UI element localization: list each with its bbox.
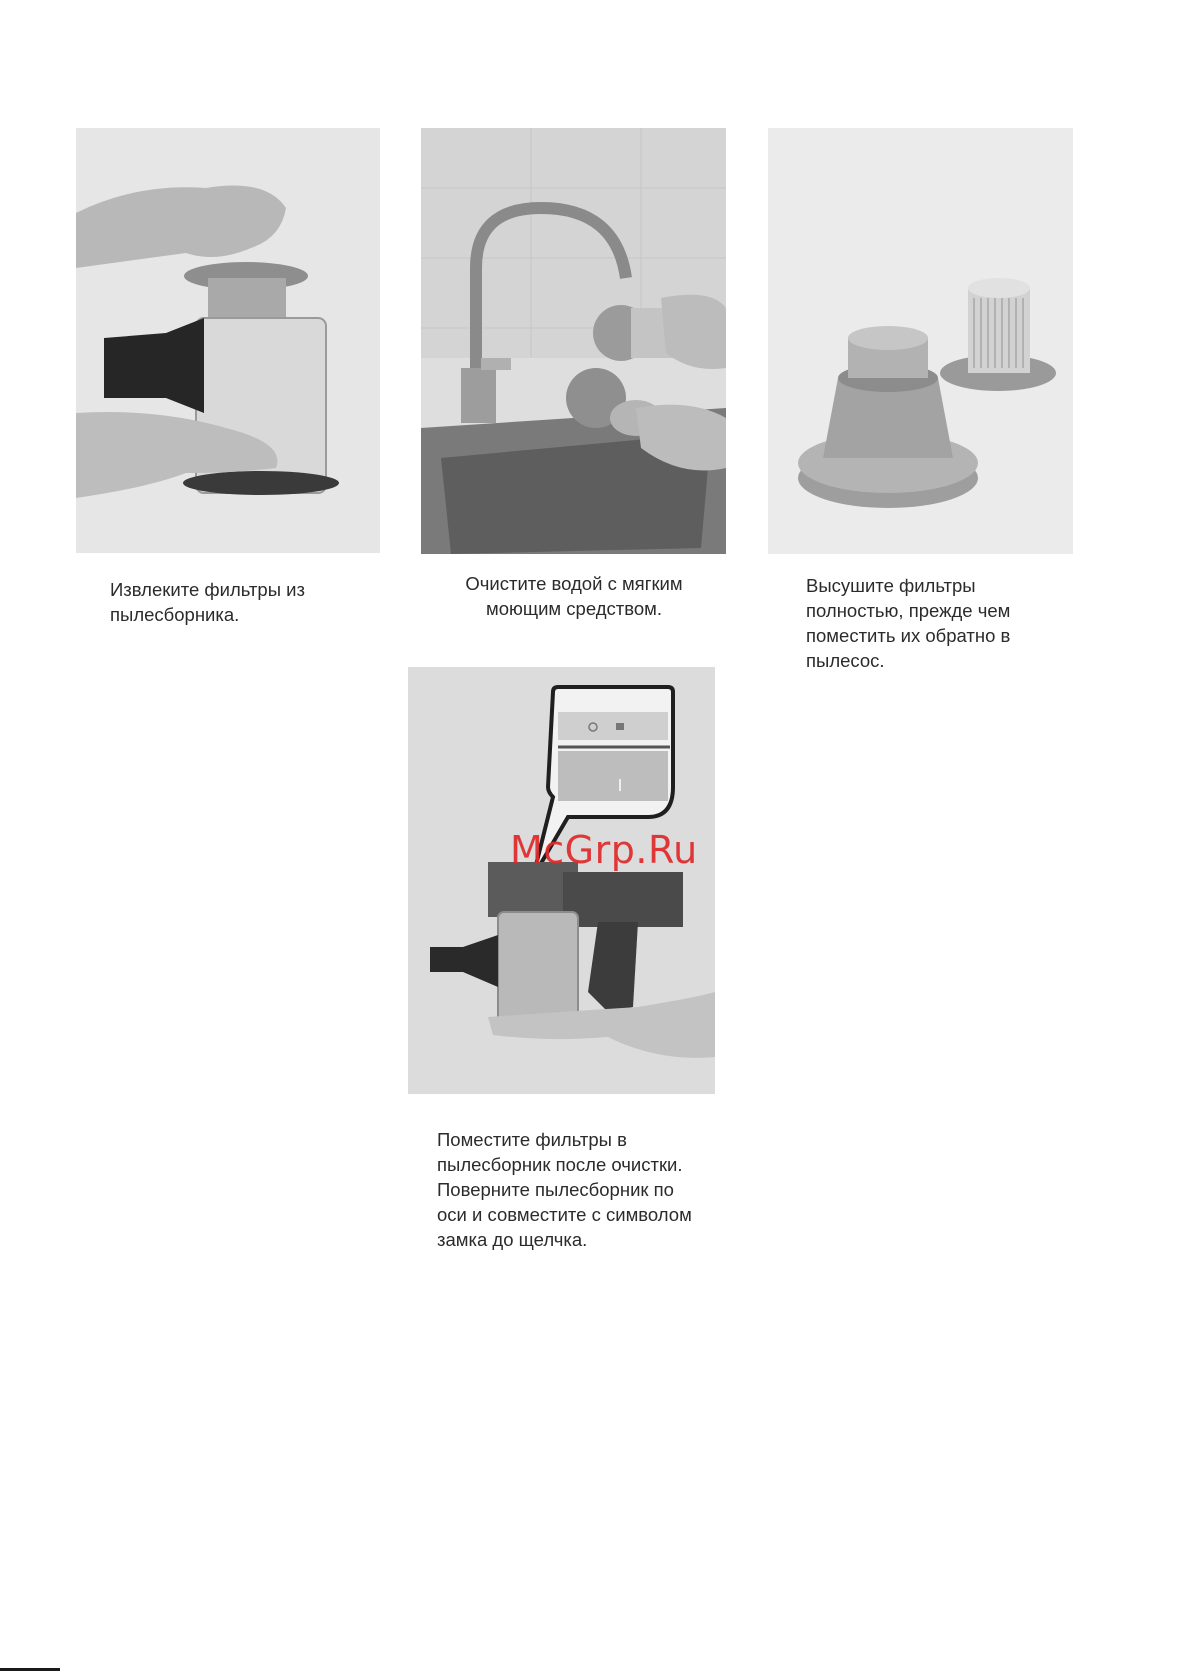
caption-line: Извлеките фильтры из [110,579,305,600]
caption-line: пылесборника. [110,604,240,625]
photo-wash-filters [421,128,726,554]
caption-line: Поверните пылесборник по [437,1179,674,1200]
caption-line: полностью, прежде чем [806,600,1011,621]
page-edge-mark [0,1668,60,1671]
caption-line: Поместите фильтры в [437,1129,627,1150]
caption-line: поместить их обратно в [806,625,1011,646]
photo-reassemble-container [408,667,715,1094]
step-4-caption [437,1127,692,1252]
watermark: McGrp.Ru [510,828,698,872]
caption-line: Очистите водой с мягким [465,573,683,594]
photo-remove-filters [76,128,380,553]
photo-dry-filters [768,128,1073,554]
caption-line: моющим средством. [485,598,662,619]
caption-line: пылесос. [806,650,885,671]
caption-line: оси и совместите с символом [437,1204,692,1225]
caption-line: замка до щелчка. [437,1229,588,1250]
caption-line: Высушите фильтры [806,575,976,596]
step-3-caption [806,573,1010,673]
step-1-caption [110,577,305,627]
caption-line: пылесборник после очистки. [437,1154,683,1175]
step-2-caption [444,571,704,621]
